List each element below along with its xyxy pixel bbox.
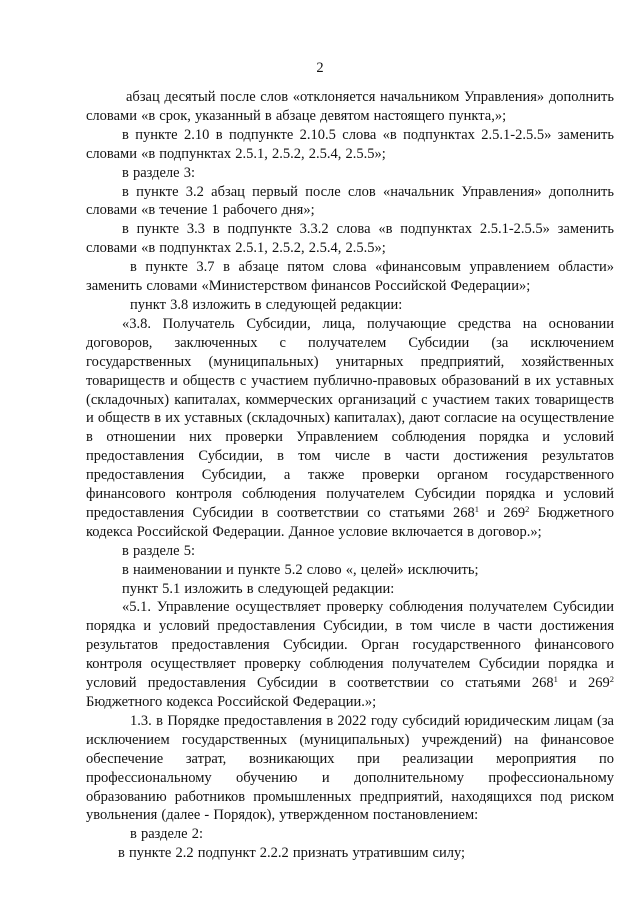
paragraph: в разделе 2:: [130, 826, 204, 843]
paragraph-text: и 269: [479, 504, 526, 521]
paragraph: в разделе 3:: [122, 164, 196, 181]
paragraph-text: «5.1. Управление осуществляет проверку соблюдения получателем Субсидии порядка и условий предоставления Субсидии, в том числе в части достижения результатов предоставления Субсидии. Орган государственного финансового контроля осуществляет проверку соблюдения получателем Субсидии порядка и условий предоставления Субсидии в соответствии со статьями 268: [86, 599, 614, 692]
paragraph: в пункте 3.3 в подпункте 3.3.2 слова «в подпунктах 2.5.1-2.5.5» заменить словами «в подпунктах 2.5.1, 2.5.2, 2.5.4, 2.5.5»;: [86, 221, 614, 257]
document-body: [86, 88, 614, 863]
paragraph: в наименовании и пункте 5.2 слово «, целей» исключить;: [122, 561, 479, 578]
paragraph-5-1: [86, 598, 614, 711]
paragraph-text: Бюджетного кодекса Российской Федерации.»;: [86, 694, 377, 710]
paragraph-text: Бюджетного кодекса Российской Федерации. Данное условие включается в договор.»;: [86, 504, 614, 540]
paragraph: в разделе 5:: [122, 542, 196, 559]
paragraph-text: «3.8. Получатель Субсидии, лица, получающие средства на основании договоров, заключенных с получателем Субсидии (за исключением государственных (муниципальных) унитарных предприятий, хозяйственных товариществ и обществ с участием публично-правовых образований в их уставных (складочных) капиталах, коммерческих организаций с участием таких товариществ и обществ в их уставных (складочных) капиталах), дают согласие на осуществление в отношении них проверки Управлением соблюдения порядка и условий предоставления Субсидии, в том числе в части достижения результатов предоставления Субсидии, а также проверки органом государственного финансового контроля соблюдения получателем Субсидии порядка и условий предоставления Субсидии в соответствии со статьями 268: [86, 315, 614, 521]
paragraph-text: и 269: [557, 675, 610, 692]
superscript: 2: [609, 674, 614, 685]
paragraph: в пункте 3.2 абзац первый после слов «начальник Управления» дополнить словами «в течение 1 рабочего дня»;: [86, 183, 614, 219]
superscript: 1: [553, 674, 558, 685]
paragraph-3-8: [86, 315, 614, 542]
superscript: 1: [474, 503, 479, 514]
page-number: 2: [316, 60, 324, 76]
paragraph: пункт 3.8 изложить в следующей редакции:: [130, 296, 403, 313]
paragraph: в пункте 2.10 в подпункте 2.10.5 слова «в подпунктах 2.5.1-2.5.5» заменить словами «в подпунктах 2.5.1, 2.5.2, 2.5.4, 2.5.5»;: [86, 126, 614, 162]
paragraph: в пункте 3.7 в абзаце пятом слова «финансовым управлением области» заменить словами «Министерством финансов Российской Федерации»;: [86, 259, 614, 295]
paragraph: в пункте 2.2 подпункт 2.2.2 признать утратившим силу;: [118, 845, 466, 862]
paragraph: пункт 5.1 изложить в следующей редакции:: [122, 580, 395, 597]
paragraph: 1.3. в Порядке предоставления в 2022 году субсидий юридическим лицам (за исключением государственных (муниципальных) учреждений) на финансовое обеспечение затрат, возникающих при реализации мероприятия по профессиональному обучению и дополнительному профессиональному образованию работников промышленных предприятий, находящихся под риском увольнения (далее - Порядок), утвержденном постановлением:: [86, 712, 614, 824]
superscript: 2: [525, 503, 530, 514]
paragraph: абзац десятый после слов «отклоняется начальником Управления» дополнить словами «в срок, указанный в абзаце девятом настоящего пункта,»;: [86, 89, 614, 124]
